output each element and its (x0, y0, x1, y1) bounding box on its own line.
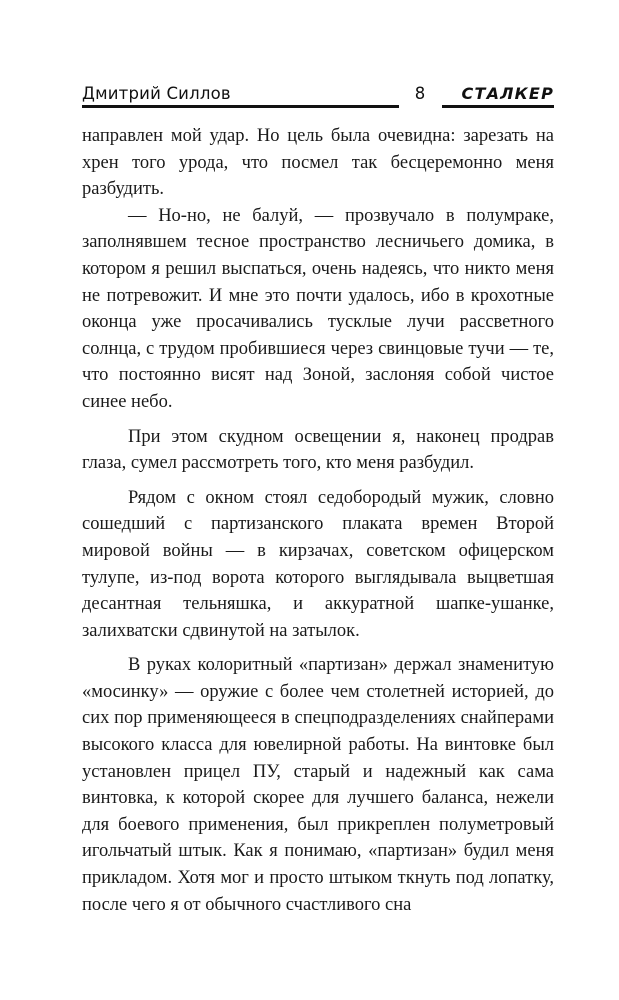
paragraph: В руках колоритный «партизан» держал знаменитую «мосинку» — оружие с более чем столетней историей, до сих пор применяющееся в спецподразделениях снайперами высокого класса для ювелирной работы. На винтовке был установлен прицел ПУ, старый и надежный как сама винтовка, к которой скорее для лучшего баланса, нежели для боевого применения, был прикреплен полуметровый игольчатый штык. Как я понимаю, «партизан» будил меня прикладом. Хотя мог и просто штыком ткнуть под лопатку, после чего я от обычного счастливого сна (82, 655, 554, 915)
author-name: Дмитрий Силлов (82, 84, 231, 103)
page-number: 8 (414, 84, 426, 103)
series-title: СТАЛКЕР (461, 84, 554, 103)
paragraph: Рядом с окном стоял седобородый мужик, словно сошедший с партизанского плаката времен Второй мировой войны — в кирзачах, советском офицерском тулупе, из-под ворота которого выглядывала выцветшая десантная тельняшка, и аккуратной шапке-ушанке, залихватски сдвинутой на затылок. (82, 487, 554, 641)
paragraph: При этом скудном освещении я, наконец продрав глаза, сумел рассмотреть того, кто меня разбудил. (82, 426, 554, 474)
body-text (82, 123, 554, 918)
running-header (82, 84, 554, 104)
paragraph: — Но-но, не балуй, — прозвучало в полумраке, заполнявшем тесное пространство лесничьего домика, в котором я решил выспаться, очень надеясь, что никто меня не потревожит. И мне это почти удалось, ибо в крохотные оконца уже просачивались тусклые лучи рассветного солнца, с трудом пробившиеся через свинцовые тучи — те, что постоянно висят над Зоной, заслоняя собой чистое синее небо. (82, 205, 554, 412)
header-rule-left (82, 105, 399, 108)
paragraph: направлен мой удар. Но цель была очевидна: зарезать на хрен того урода, что посмел так бесцеремонно меня разбудить. (82, 126, 554, 200)
header-rule-right (442, 105, 554, 108)
